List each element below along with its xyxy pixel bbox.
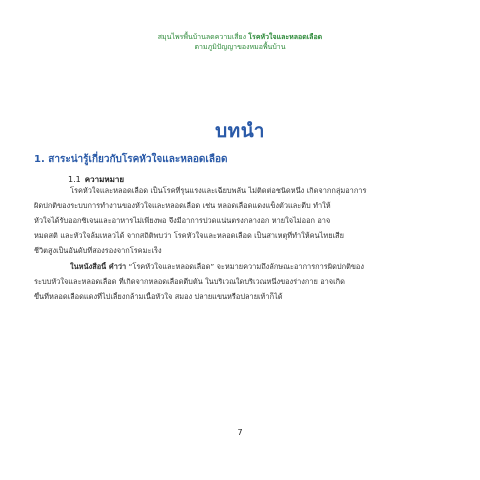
paragraph1-line: ผิดปกติของระบบการทำงานของหัวใจและหลอดเลือด เช่น หลอดเลือดแดงแข็งตัวและตีบ ทำให้	[34, 201, 331, 210]
paragraph1-line: ชีวิตสูงเป็นอันดับที่สองรองจากโรคมะเร็ง	[34, 246, 162, 255]
subsection-title: ความหมาย	[84, 175, 125, 184]
subsection-number: 1.1	[68, 175, 81, 184]
page-number: 7	[237, 428, 243, 437]
paragraph1-line: โรคหัวใจและหลอดเลือด เป็นโรคที่รุนแรงและเฉียบพลัน ไม่ติดต่อชนิดหนึ่ง เกิดจากกลุ่มอาการ	[70, 186, 367, 195]
paragraph2-first-line	[70, 262, 446, 272]
paragraph2-line: ระบบหัวใจและหลอดเลือด ที่เกิดจากหลอดเลือดตีบตัน ในบริเวณใดบริเวณหนึ่งของร่างกาย อาจเกิด	[34, 277, 345, 286]
paragraph1-line: หมดสติ และหัวใจล้มเหลวได้ จากสถิติพบว่า โรคหัวใจและหลอดเลือด เป็นสาเหตุที่ทำให้คนไทยเสีย	[34, 231, 344, 240]
running-header-prefix: สมุนไพรพื้นบ้านลดความเสี่ยง	[157, 33, 249, 41]
subsection-heading	[68, 173, 124, 186]
running-header-topic: โรคหัวใจและหลอดเลือด	[248, 33, 323, 41]
paragraph2-line: ขึ้นที่หลอดเลือดแดงที่ไปเลี้ยงกล้ามเนื้อหัวใจ สมอง ปลายแขนหรือปลายเท้าก็ได้	[34, 292, 283, 301]
paragraph1-line: หัวใจได้รับออกซิเจนและอาหารไม่เพียงพอ จึงมีอาการปวดแน่นตรงกลางอก หายใจไม่ออก อาจ	[34, 216, 331, 225]
paragraph2-lead: ในหนังสือนี้ คำว่า	[70, 262, 127, 271]
paragraph2-line1-rest: “โรคหัวใจและหลอดเลือด” จะหมายความถึงลักษณะอาการการผิดปกติของ	[126, 262, 364, 271]
chapter-title: บทนำ	[215, 120, 265, 142]
running-header-line1	[0, 32, 480, 42]
running-header-line2: ตามภูมิปัญญาของหมอพื้นบ้าน	[194, 43, 286, 51]
section-heading: 1. สาระน่ารู้เกี่ยวกับโรคหัวใจและหลอดเลือด	[34, 154, 228, 165]
